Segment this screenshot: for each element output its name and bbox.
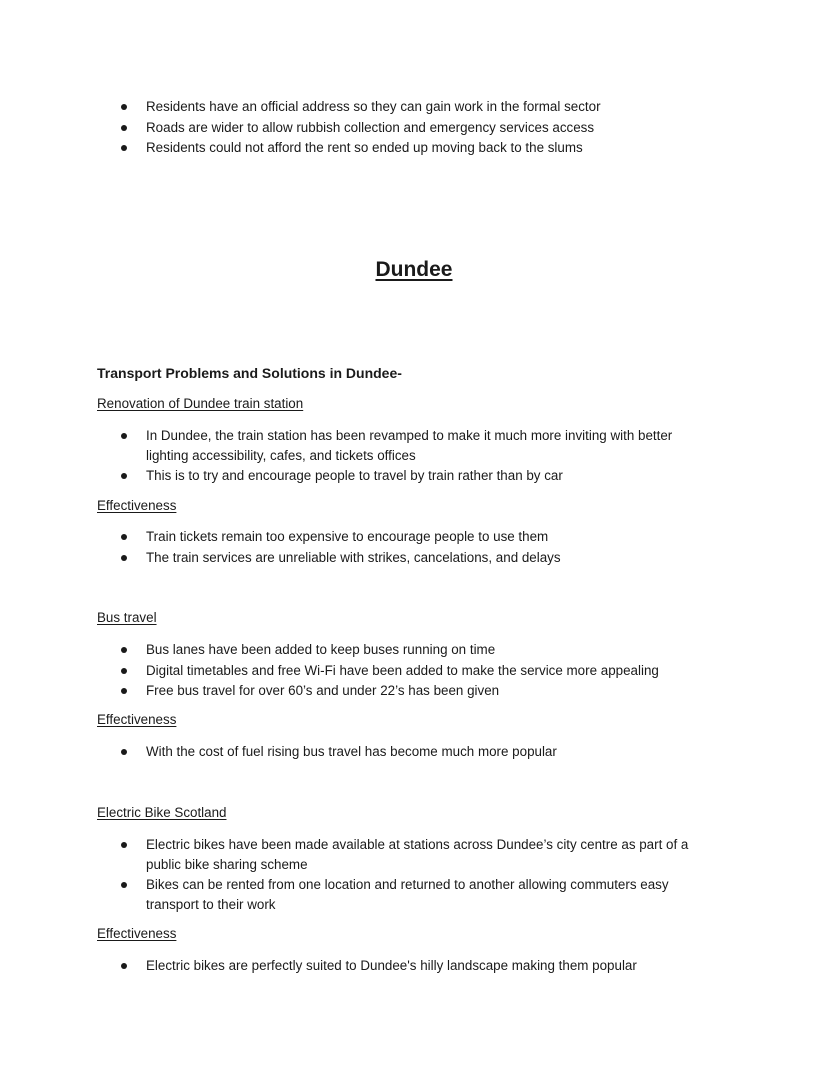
bullet-dot bbox=[121, 104, 127, 110]
bullet-dot bbox=[121, 125, 127, 131]
list-item bbox=[0, 875, 828, 914]
list-item bbox=[0, 681, 828, 701]
bullet-dot bbox=[121, 842, 127, 848]
bullet-dot bbox=[121, 963, 127, 969]
train-effectiveness-list bbox=[0, 527, 828, 568]
list-item bbox=[0, 97, 828, 117]
train-effectiveness-heading: Effectiveness bbox=[97, 498, 177, 513]
list-item bbox=[0, 742, 828, 762]
bullet-dot bbox=[121, 534, 127, 540]
list-item bbox=[0, 548, 828, 568]
bullet-dot bbox=[121, 145, 127, 151]
list-item-text: The train services are unreliable with strikes, cancelations, and delays bbox=[146, 549, 561, 565]
bike-bullet-list bbox=[0, 835, 828, 915]
bullet-dot bbox=[121, 882, 127, 888]
list-item-text: Digital timetables and free Wi-Fi have been added to make the service more appealing bbox=[146, 662, 659, 678]
bike-heading: Electric Bike Scotland bbox=[97, 805, 227, 820]
bus-heading: Bus travel bbox=[97, 610, 157, 625]
bike-effectiveness-list bbox=[0, 956, 828, 977]
bus-effectiveness-heading: Effectiveness bbox=[97, 712, 177, 727]
train-heading: Renovation of Dundee train station bbox=[97, 396, 304, 411]
bullet-dot bbox=[121, 647, 127, 653]
list-item-text: Residents could not afford the rent so ended up moving back to the slums bbox=[146, 140, 583, 155]
list-item-text: With the cost of fuel rising bus travel has become much more popular bbox=[146, 744, 557, 759]
bus-bullet-list bbox=[0, 640, 828, 702]
page-title: Dundee bbox=[375, 258, 453, 281]
list-item bbox=[0, 527, 828, 547]
list-item-text: This is to try and encourage people to travel by train rather than by car bbox=[146, 468, 563, 483]
bus-effectiveness-list bbox=[0, 742, 828, 763]
list-item bbox=[0, 956, 828, 976]
section-heading: Transport Problems and Solutions in Dundee- bbox=[97, 365, 402, 381]
train-bullet-list bbox=[0, 426, 828, 487]
list-item bbox=[0, 426, 828, 465]
list-item bbox=[0, 835, 828, 874]
bullet-dot bbox=[121, 555, 127, 561]
list-item-text: Bikes can be rented from one location and returned to another allowing commuters easy transport to their work bbox=[146, 877, 669, 912]
list-item bbox=[0, 138, 828, 158]
list-item-text: In Dundee, the train station has been revamped to make it much more inviting with better lighting accessibility, cafes, and tickets offices bbox=[146, 428, 673, 463]
bullet-dot bbox=[121, 433, 127, 439]
list-item bbox=[0, 118, 828, 138]
list-item-text: Electric bikes are perfectly suited to Dundee's hilly landscape making them popular bbox=[146, 958, 637, 973]
list-item-text: Train tickets remain too expensive to encourage people to use them bbox=[146, 529, 549, 544]
list-item-text: Roads are wider to allow rubbish collection and emergency services access bbox=[146, 119, 595, 135]
bike-effectiveness-heading: Effectiveness bbox=[97, 926, 177, 941]
list-item-text: Bus lanes have been added to keep buses running on time bbox=[146, 642, 496, 657]
list-item bbox=[0, 661, 828, 681]
list-item-text: Residents have an official address so they can gain work in the formal sector bbox=[146, 99, 601, 114]
list-item-text: Electric bikes have been made available at stations across Dundee’s city centre as part of a public bike sharing scheme bbox=[146, 837, 689, 872]
bullet-dot bbox=[121, 688, 127, 694]
list-item-text: Free bus travel for over 60’s and under 22’s has been given bbox=[146, 683, 500, 698]
list-item bbox=[0, 640, 828, 660]
bullet-dot bbox=[121, 473, 127, 479]
bullet-dot bbox=[121, 749, 127, 755]
intro-bullet-list bbox=[0, 97, 828, 159]
bullet-dot bbox=[121, 668, 127, 674]
list-item bbox=[0, 466, 828, 486]
